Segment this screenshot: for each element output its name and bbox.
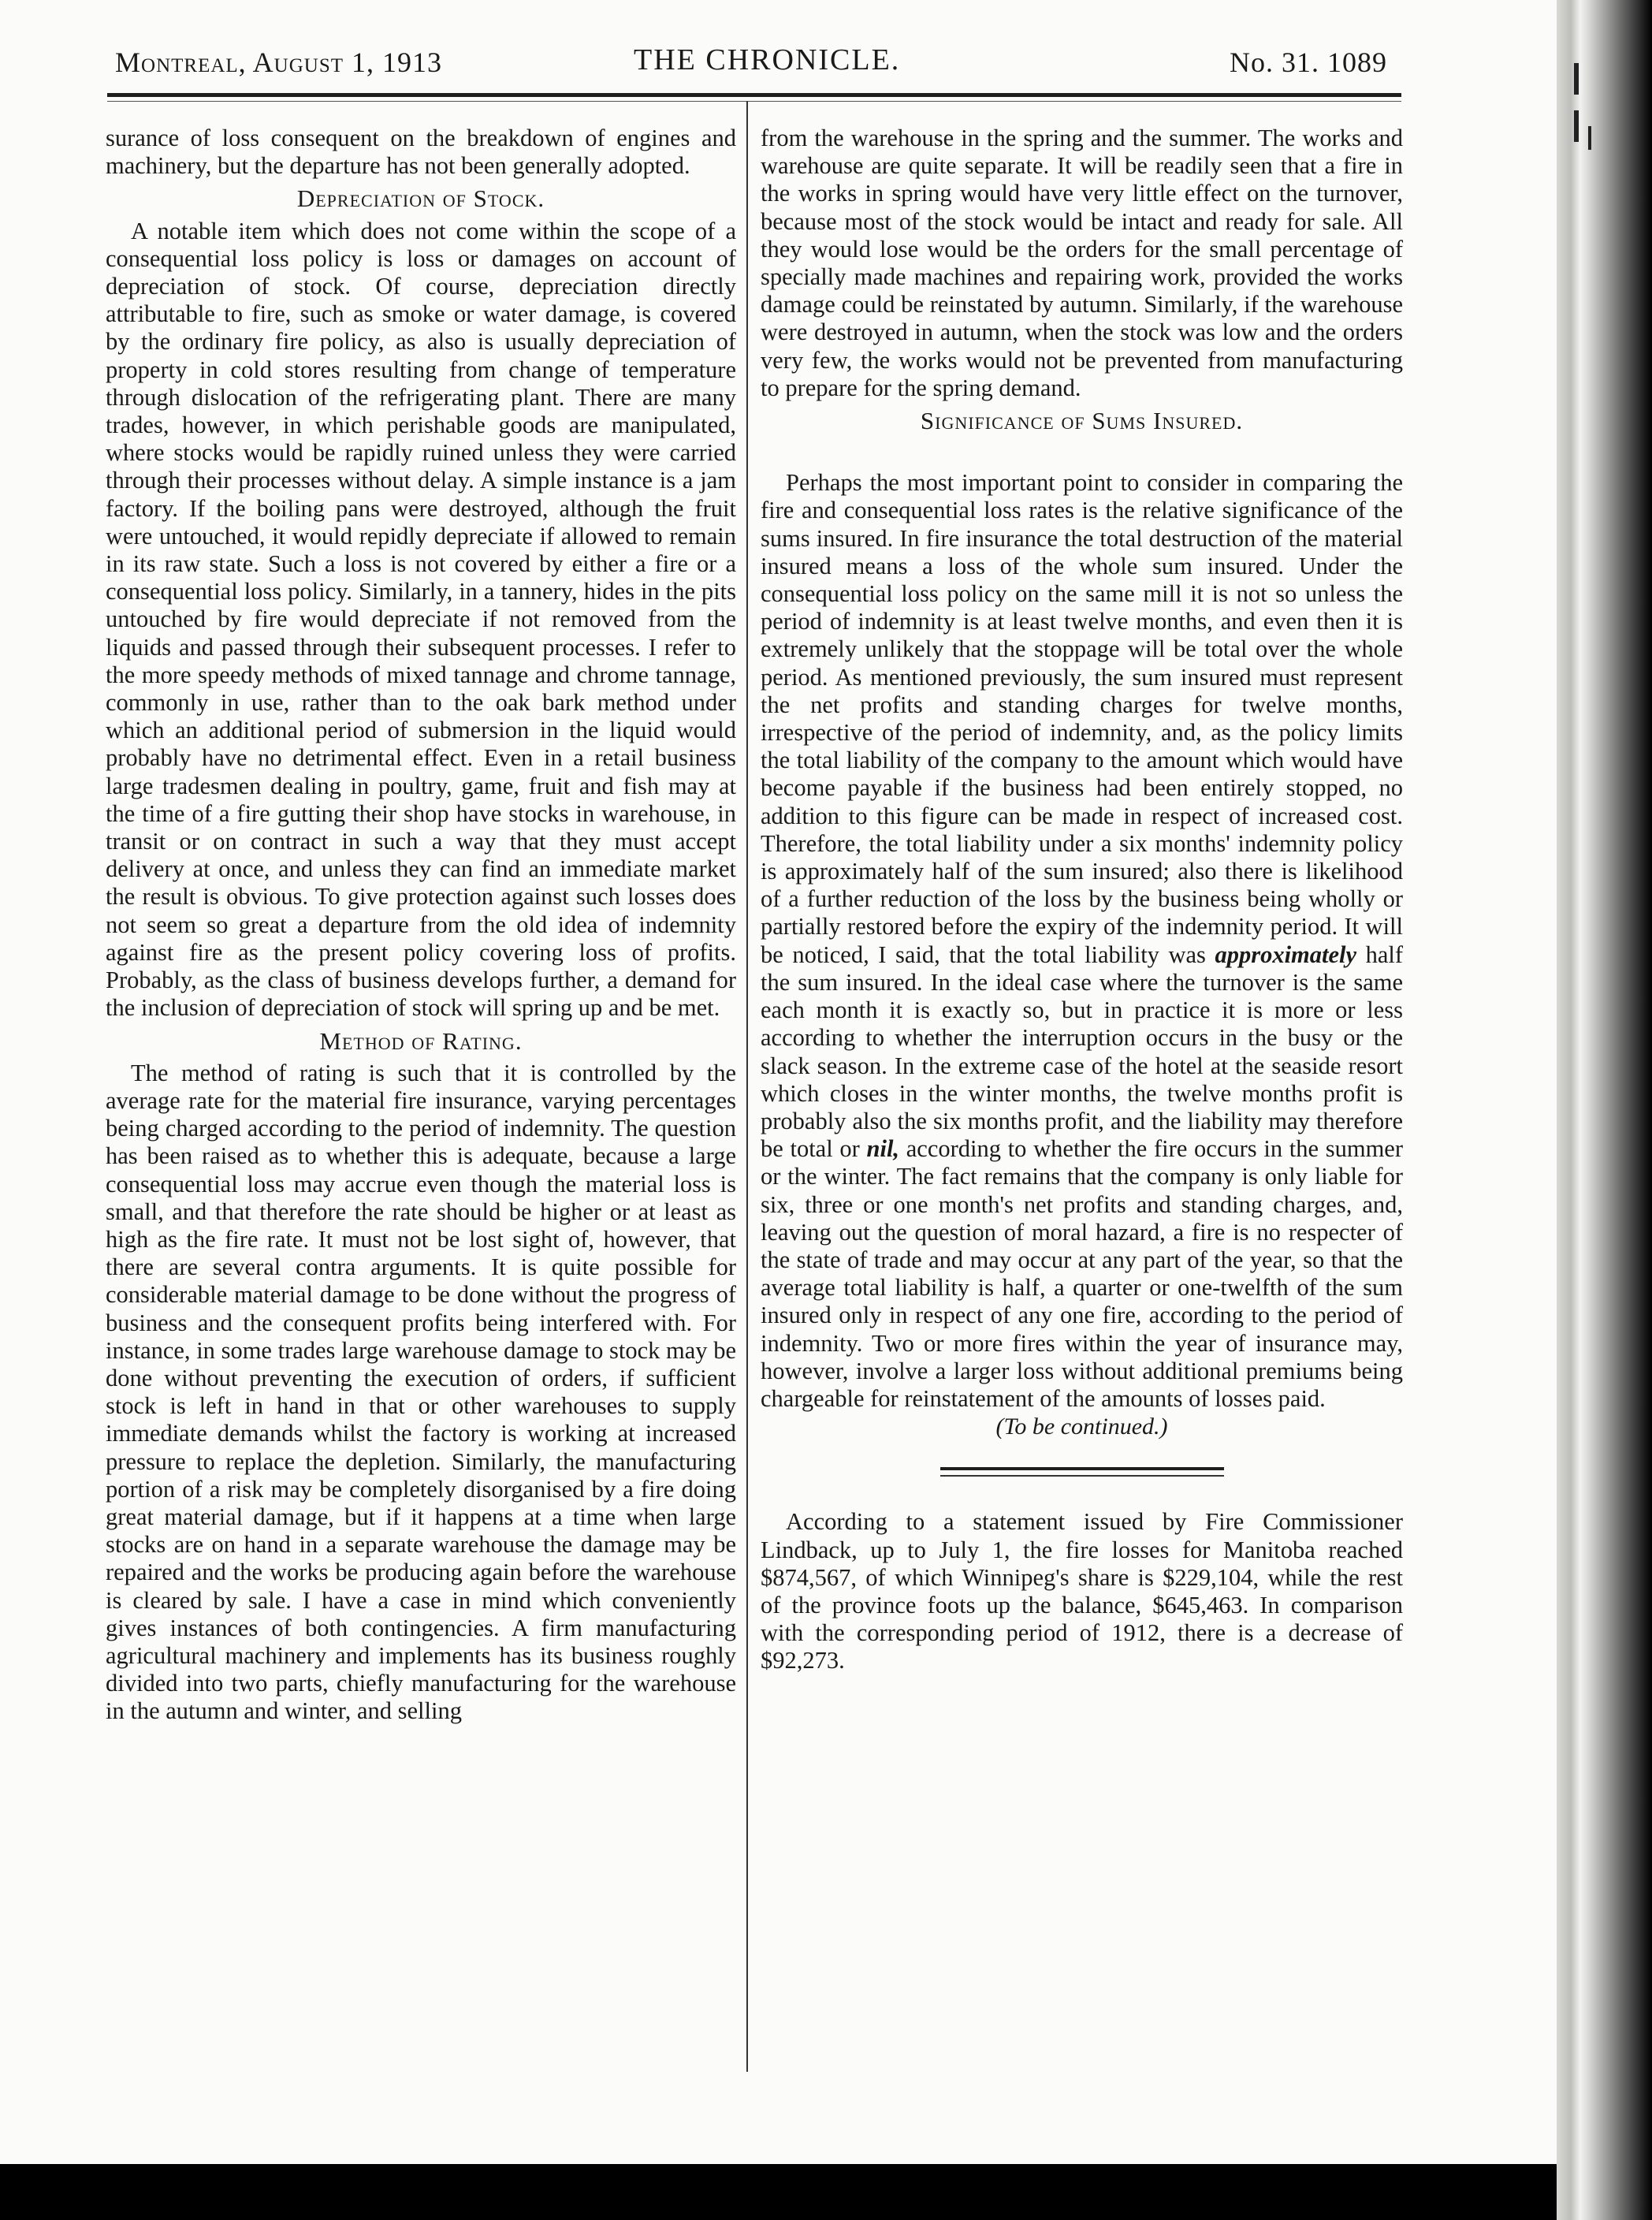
section-heading-rating: Method of Rating. xyxy=(319,1026,523,1055)
edge-mark xyxy=(1574,63,1579,95)
text-run: Perhaps the most important point to consider in comparing the fire and consequential loss rates is the relative significance of the sums insured. In fire insurance the total destruction of the material insured means a loss of the whole sum insured. Under the consequential loss policy on the same mill it is not so unless the period of indemnity is at least twelve months, and even then it is extremely unlikely that the stoppage will be total over the whole period. As mentioned previously, the sum insured must represent the net profits and standing charges for twelve months, irrespective of the period of indemnity, and, as the policy limits the total liability of the company to the amount which would have become payable if the business had been entirely stopped, no addition to this figure can be made in respect of increased cost. Therefore, the total liability under a six months' indemnity policy is approximately half of the sum insured; also there is likelihood of a further reduction of the loss by the business being wholly or partially restored before the expiry of the indemnity period. It will be noticed, I said, that the total liability was xyxy=(761,469,1403,968)
left-column xyxy=(106,125,736,1726)
right-column xyxy=(761,125,1403,1675)
header-rule-thin xyxy=(107,101,1401,102)
left-paragraph-continued: surance of loss consequent on the breakdown of engines and machinery, but the departure has not been generally adopted. xyxy=(106,125,736,180)
left-paragraph-rating: The method of rating is such that it is controlled by the average rate for the material fire insurance, varying percentages being charged according to the period of indemnity. The question has been raised as to whether this is adequate, because a large consequential loss may accrue even though the material loss is small, and that therefore the rate should be higher or at least as high as the fire rate. It must not be lost sight of, however, that there are several contra arguments. It is quite possible for considerable material damage to be done without the progress of business and the consequent profits being interfered with. For instance, in some trades large warehouse damage to stock may be done without preventing the execution of orders, if sufficient stock is left in hand in that or other warehouses to supply immediate demands whilst the factory is working at increased pressure to replace the depletion. Similarly, the manufacturing portion of a risk may be completely disorganised by a fire doing great material damage, but if it happens at a time when large stocks are on hand in a separate warehouse the damage may be repaired and the works be producing again before the warehouse is cleared by sale. I have a case in mind which conveniently gives instances of both contingencies. A firm manufacturing agricultural machinery and implements has its business roughly divided into two parts, chiefly manufacturing for the warehouse in the autumn and winter, and selling xyxy=(106,1059,736,1725)
column-divider xyxy=(746,101,748,2072)
heading-spacer xyxy=(761,439,1403,469)
manitoba-fire-losses-item: According to a statement issued by Fire Commissioner Lindback, up to July 1, the fire losses for Manitoba reached $874,567, of which Winnipeg's share is $229,104, while the rest of the province foots up the balance, $645,463. In comparison with the corresponding period of 1912, there is a decrease of $92,273. xyxy=(761,1508,1403,1674)
left-paragraph-depreciation: A notable item which does not come within the scope of a consequential loss policy is loss or damages on account of depreciation of stock. Of course, depreciation directly attributable to fire, such as smoke or water damage, is covered by the ordinary fire policy, as also is usually depreciation of property in cold stores resulting from change of temperature through dislocation of the refrigerating plant. There are many trades, however, in which perishable goods are manipulated, where stocks would be rapidly ruined unless they were carried through their processes without delay. A simple instance is a jam factory. If the boiling pans were destroyed, although the fruit were untouched, it would repidly depreciate if allowed to remain in its raw state. Such a loss is not covered by either a fire or a consequential loss policy. Similarly, in a tannery, hides in the pits untouched by fire would depreciate if not removed from the liquids and passed through their subsequent processes. I refer to the more speedy methods of mixed tannage and chrome tannage, commonly in use, rather than to the oak bark method under which an additional period of submersion in the liquid would probably have no detrimental effect. Even in a retail business large tradesmen dealing in poultry, game, fruit and fish may at the time of a fire gutting their shop have stocks in warehouse, in transit or on contract in such a way that they must accept delivery at once, and unless they can find an immediate market the result is obvious. To give protection against such losses does not seem so great a departure from the old idea of indemnity against fire as the present policy covering loss of profits. Probably, as the class of business develops further, a demand for the inclusion of depreciation of stock will spring up and be met. xyxy=(106,217,736,1022)
edge-mark xyxy=(1588,126,1591,150)
right-paragraph-continued: from the warehouse in the spring and the summer. The works and warehouse are quite separate. It will be readily seen that a fire in the works in spring would have very little effect on the turnover, because most of the stock would be intact and ready for sale. All they would lose would be the orders for the small percentage of specially made machines and repairing work, provided the works damage could be reinstated by autumn. Similarly, if the warehouse were destroyed in autumn, when the stock was low and the orders very few, the works would not be prevented from manufacturing to prepare for the spring demand. xyxy=(761,125,1403,401)
issue-and-page-number: No. 31. 1089 xyxy=(1230,47,1387,78)
article-separator-rule xyxy=(940,1467,1224,1477)
right-paragraph-sums-insured xyxy=(761,469,1403,1413)
section-heading-depreciation: Depreciation of Stock. xyxy=(296,184,545,213)
to-be-continued-note: (To be continued.) xyxy=(995,1414,1168,1440)
emphasis-approximately: approximately xyxy=(1215,941,1357,968)
text-run: according to whether the fire occurs in the summer or the winter. The fact remains that the company is only liable for six, three or one month's net profits and standing charges, and, leaving out the question of moral hazard, a fire is no respecter of the state of trade and may occur at any part of the year, so that the average total liability is half, a quarter or one-twelfth of the sum insured only in respect of any one fire, according to the period of indemnity. Two or more fires within the year of insurance may, however, involve a larger loss without additional premiums being chargeable for reinstatement of the amounts of losses paid. xyxy=(761,1135,1404,1412)
page-edge-shadow xyxy=(1557,0,1652,2220)
page-header xyxy=(115,41,1387,80)
header-dateline: Montreal, August 1, 1913 xyxy=(115,47,443,78)
emphasis-nil: nil, xyxy=(866,1135,900,1163)
publication-title: THE CHRONICLE. xyxy=(634,43,901,76)
text-run: half the sum insured. In the ideal case where the turnover is the same each month it is exactly so, but in practice it is more or less according to whether the interruption occurs in the busy or the slack season. In the extreme case of the hotel at the seaside resort which closes in the winter months, the twelve months profit is probably also the six months profit, and the liability may therefore be total or xyxy=(761,941,1404,1163)
edge-mark xyxy=(1574,110,1579,142)
section-heading-sums-insured: Significance of Sums Insured. xyxy=(920,407,1244,435)
header-rule xyxy=(107,93,1401,97)
